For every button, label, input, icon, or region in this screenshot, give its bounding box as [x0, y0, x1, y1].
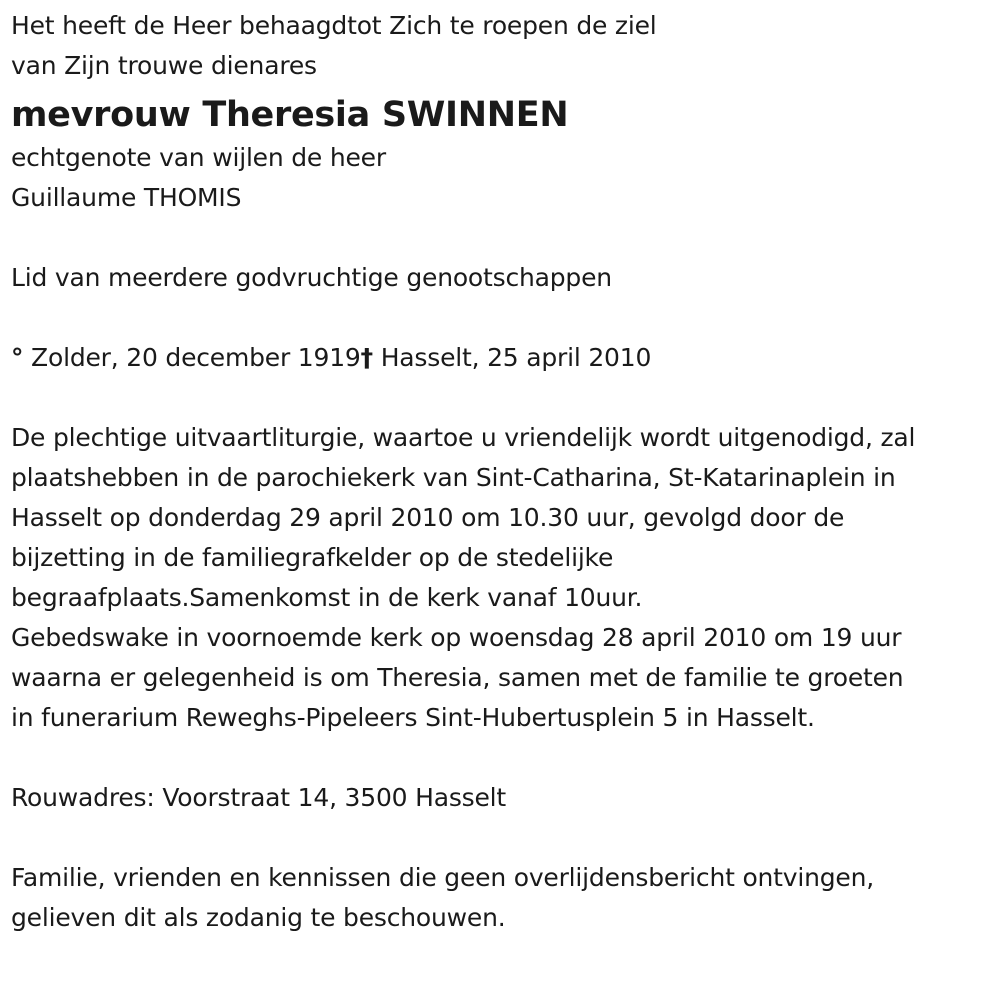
intro-line: Het heeft de Heer behaagdtot Zich te roepen de ziel	[11, 11, 657, 40]
deceased-name: mevrouw Theresia SWINNEN	[11, 95, 569, 135]
spacer	[11, 818, 996, 858]
ceremony-line: bijzetting in de familiegrafkelder op de stedelijke	[11, 543, 614, 572]
death-cross-symbol: †	[360, 343, 373, 372]
closing-line: gelieven dit als zodanig te beschouwen.	[11, 903, 506, 932]
death-date: Hasselt, 25 april 2010	[372, 343, 652, 372]
ceremony-text	[11, 418, 996, 738]
ceremony-line: waarna er gelegenheid is om Theresia, samen met de familie te groeten	[11, 663, 904, 692]
spacer	[11, 378, 996, 418]
obituary-notice	[11, 6, 996, 938]
birth-symbol: °	[11, 343, 24, 372]
spouse-text	[11, 138, 996, 218]
spacer	[11, 738, 996, 778]
spouse-line: Guillaume THOMIS	[11, 183, 242, 212]
ceremony-line: Gebedswake in voornoemde kerk op woensdag 28 april 2010 om 19 uur	[11, 623, 902, 652]
spouse-line: echtgenote van wijlen de heer	[11, 143, 386, 172]
spacer	[11, 298, 996, 338]
membership-text: Lid van meerdere godvruchtige genootschappen	[11, 263, 612, 292]
ceremony-line: Hasselt op donderdag 29 april 2010 om 10.30 uur, gevolgd door de	[11, 503, 845, 532]
life-dates	[11, 338, 996, 378]
ceremony-line: in funerarium Reweghs-Pipeleers Sint-Hubertusplein 5 in Hasselt.	[11, 703, 815, 732]
spacer	[11, 218, 996, 258]
closing-text	[11, 858, 996, 938]
intro-text	[11, 6, 996, 86]
closing-line: Familie, vrienden en kennissen die geen overlijdensbericht ontvingen,	[11, 863, 875, 892]
birth-date: Zolder, 20 december 1919	[23, 343, 361, 372]
mourning-address: Rouwadres: Voorstraat 14, 3500 Hasselt	[11, 783, 507, 812]
ceremony-line: De plechtige uitvaartliturgie, waartoe u vriendelijk wordt uitgenodigd, zal	[11, 423, 916, 452]
ceremony-line: begraafplaats.Samenkomst in de kerk vanaf 10uur.	[11, 583, 643, 612]
ceremony-line: plaatshebben in de parochiekerk van Sint-Catharina, St-Katarinaplein in	[11, 463, 896, 492]
intro-line: van Zijn trouwe dienares	[11, 51, 317, 80]
